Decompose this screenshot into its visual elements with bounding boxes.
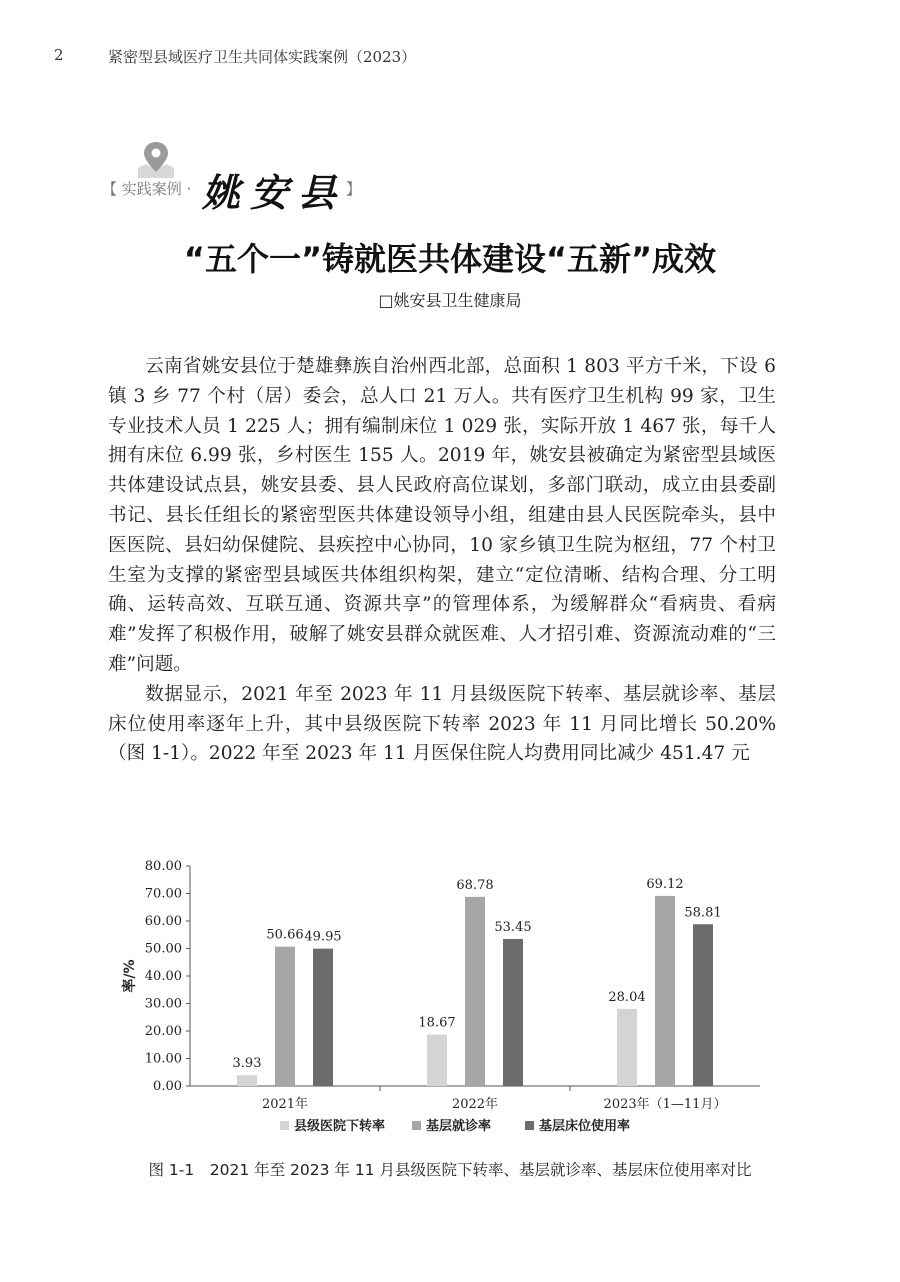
y-axis-label: 率/%	[122, 959, 138, 993]
x-tick-label: 2022年	[451, 1097, 499, 1112]
chart-svg	[90, 848, 810, 1148]
data-label: 49.95	[304, 929, 342, 945]
paragraph: 云南省姚安县位于楚雄彝族自治州西北部，总面积 1 803 平方千米，下设 6 镇 3 乡 77 个村（居）委会，总人口 21 万人。共有医疗卫生机构 99 家，卫生专业技术人员 1 225 人；拥有编制床位 1 029 张，实际开放 1 467 张，每千人拥有床位 6.99 张，乡村医生 155 人。2019 年，姚安县被确定为紧密型县域医共体建设试点县，姚安县委、县人民政府高位谋划，多部门联动，成立由县委副书记、县长任组长的紧密型医共体建设领导小组，组建由县人民医院牵头，县中医医院、县妇幼保健院、县疾控中心协同，10 家乡镇卫生院为枢纽，77 个村卫生室为支撑的紧密型县域医共体组织构架，建立“定位清晰、结构合理、分工明确、运转高效、互联互通、资源共享”的管理体系，为缓解群众“看病贵、看病难”发挥了积极作用，破解了姚安县群众就医难、人才招引难、资源流动难的“三难”问题。	[108, 356, 776, 675]
article-title: “五个一”铸就医共体建设“五新”成效	[183, 240, 717, 278]
bar	[503, 939, 523, 1086]
data-label: 28.04	[608, 989, 646, 1005]
y-tick-label: 60.00	[144, 914, 182, 929]
running-header	[54, 46, 854, 72]
x-tick-label: 2021年	[261, 1097, 309, 1112]
data-label: 69.12	[646, 876, 684, 892]
bar	[693, 924, 713, 1086]
legend-swatch	[525, 1121, 534, 1130]
bar-chart	[90, 848, 810, 1148]
bar	[465, 897, 485, 1086]
legend-swatch	[280, 1121, 289, 1130]
data-label: 68.78	[456, 877, 494, 893]
county-name: 姚安县	[202, 170, 347, 215]
y-tick-label: 30.00	[144, 996, 182, 1012]
y-tick-label: 50.00	[144, 941, 182, 957]
legend-label: 县级医院下转率	[294, 1119, 386, 1134]
data-label: 58.81	[684, 905, 722, 921]
paragraph: 数据显示，2021 年至 2023 年 11 月县级医院下转率、基层就诊率、基层床位使用率逐年上升，其中县级医院下转率 2023 年 11 月同比增长 50.20%（图 1-1）。2022 年至 2023 年 11 月医保住院人均费用同比减少 451.47 元	[108, 683, 776, 765]
data-label: 3.93	[232, 1056, 262, 1072]
bar	[655, 896, 675, 1086]
y-tick-label: 80.00	[144, 859, 182, 874]
y-tick-label: 40.00	[144, 969, 182, 984]
y-tick-label: 70.00	[144, 886, 182, 902]
case-tag-closing: 】	[346, 180, 362, 198]
bar	[275, 947, 295, 1086]
article-author: □姚安县卫生健康局	[378, 291, 522, 310]
x-tick-label: 2023年（1—11月）	[603, 1097, 727, 1112]
bar	[617, 1009, 637, 1086]
bar	[427, 1035, 447, 1086]
bar	[237, 1075, 257, 1086]
book-title: 紧密型县域医疗卫生共同体实践案例（2023）	[108, 48, 417, 66]
legend-label: 基层床位使用率	[539, 1119, 631, 1134]
case-tag-label: 【 实践案例 ·	[102, 180, 192, 198]
y-tick-label: 10.00	[144, 1051, 182, 1067]
data-label: 50.66	[266, 927, 304, 943]
bar	[313, 949, 333, 1086]
y-tick-label: 20.00	[144, 1024, 182, 1039]
y-tick-label: 0.00	[153, 1079, 182, 1094]
location-pin-icon	[134, 140, 178, 180]
figure-caption: 图 1-1 2021 年至 2023 年 11 月县级医院下转率、基层就诊率、基层床位使用率对比	[148, 1161, 752, 1179]
page-number: 2	[54, 46, 64, 64]
legend-swatch	[412, 1121, 421, 1130]
data-label: 18.67	[418, 1015, 456, 1031]
data-label: 53.45	[494, 920, 532, 936]
article-body	[108, 352, 776, 769]
case-tag	[102, 136, 402, 216]
legend-label: 基层就诊率	[426, 1119, 492, 1134]
